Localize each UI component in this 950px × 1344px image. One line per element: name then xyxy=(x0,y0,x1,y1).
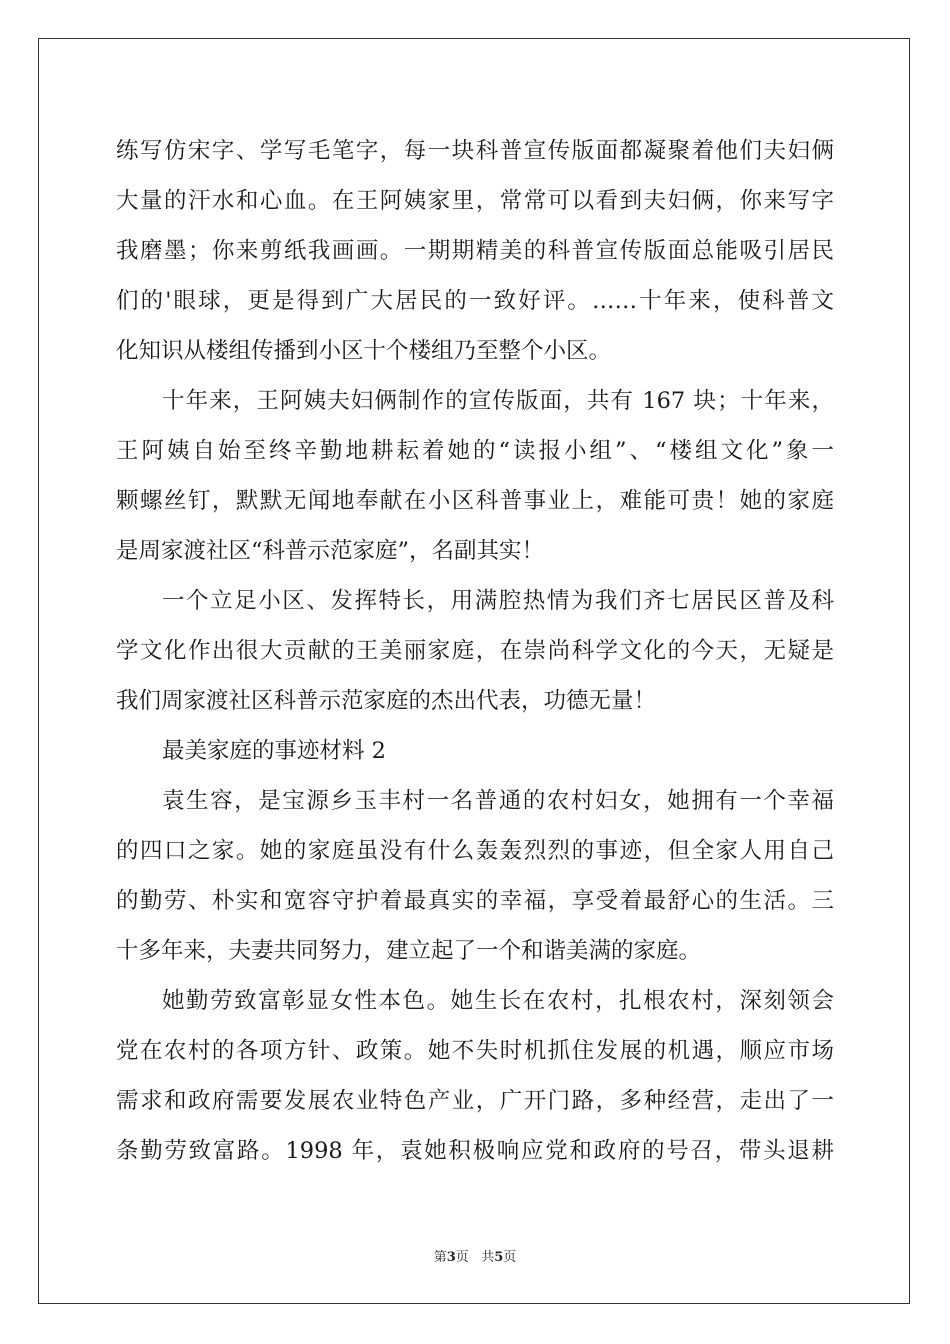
section-heading: 最美家庭的事迹材料 2 xyxy=(162,738,386,764)
text-line: 党在农村的各项方针、政策。她不失时机抓住发展的机遇，顺应市场 xyxy=(116,1038,834,1064)
text-line: 一个立足小区、发挥特长，用满腔热情为我们齐七居民区普及科 xyxy=(162,588,834,614)
page-prefix: 第 xyxy=(433,1250,447,1265)
text-line: 袁生容，是宝源乡玉丰村一名普通的农村妇女，她拥有一个幸福 xyxy=(162,788,834,814)
document-body xyxy=(116,126,834,1176)
page-footer xyxy=(0,1246,950,1265)
text-line: 是周家渡社区“科普示范家庭”，名副其实！ xyxy=(116,538,545,564)
text-line: 学文化作出很大贡献的王美丽家庭，在崇尚科学文化的今天，无疑是 xyxy=(116,638,834,664)
text-line: 我们周家渡社区科普示范家庭的杰出代表，功德无量！ xyxy=(116,688,657,714)
page-suffix: 页 xyxy=(455,1250,469,1265)
text-line: 十多年来，夫妻共同努力，建立起了一个和谐美满的家庭。 xyxy=(116,938,702,964)
total-page-number: 5 xyxy=(494,1250,504,1265)
text-line: 她勤劳致富彰显女性本色。她生长在农村，扎根农村，深刻领会 xyxy=(162,988,834,1014)
text-line: 的勤劳、朴实和宽容守护着最真实的幸福，享受着最舒心的生活。三 xyxy=(116,888,834,914)
text-line: 练写仿宋字、学写毛笔字，每一块科普宣传版面都凝聚着他们夫妇俩 xyxy=(116,138,834,164)
text-line: 们的'眼球，更是得到广大居民的一致好评。……十年来，使科普文 xyxy=(116,288,834,314)
current-page-number: 3 xyxy=(446,1250,456,1265)
text-line: 的四口之家。她的家庭虽没有什么轰轰烈烈的事迹，但全家人用自己 xyxy=(116,838,834,864)
text-line: 颗螺丝钉，默默无闻地奉献在小区科普事业上，难能可贵！她的家庭 xyxy=(116,488,834,514)
text-line: 我磨墨；你来剪纸我画画。一期期精美的科普宣传版面总能吸引居民 xyxy=(116,238,834,264)
text-line: 需求和政府需要发展农业特色产业，广开门路，多种经营，走出了一 xyxy=(116,1088,834,1114)
text-line: 十年来，王阿姨夫妇俩制作的宣传版面，共有 167 块；十年来， xyxy=(162,388,834,414)
total-suffix: 页 xyxy=(503,1250,517,1265)
total-prefix: 共 xyxy=(481,1250,495,1265)
text-line: 大量的汗水和心血。在王阿姨家里，常常可以看到夫妇俩，你来写字 xyxy=(116,188,834,214)
text-line: 王阿姨自始至终辛勤地耕耘着她的“读报小组”、“楼组文化”象一 xyxy=(116,438,834,464)
text-line: 化知识从楼组传播到小区十个楼组乃至整个小区。 xyxy=(116,338,612,364)
text-line: 条勤劳致富路。1998 年，袁她积极响应党和政府的号召，带头退耕 xyxy=(116,1138,834,1164)
